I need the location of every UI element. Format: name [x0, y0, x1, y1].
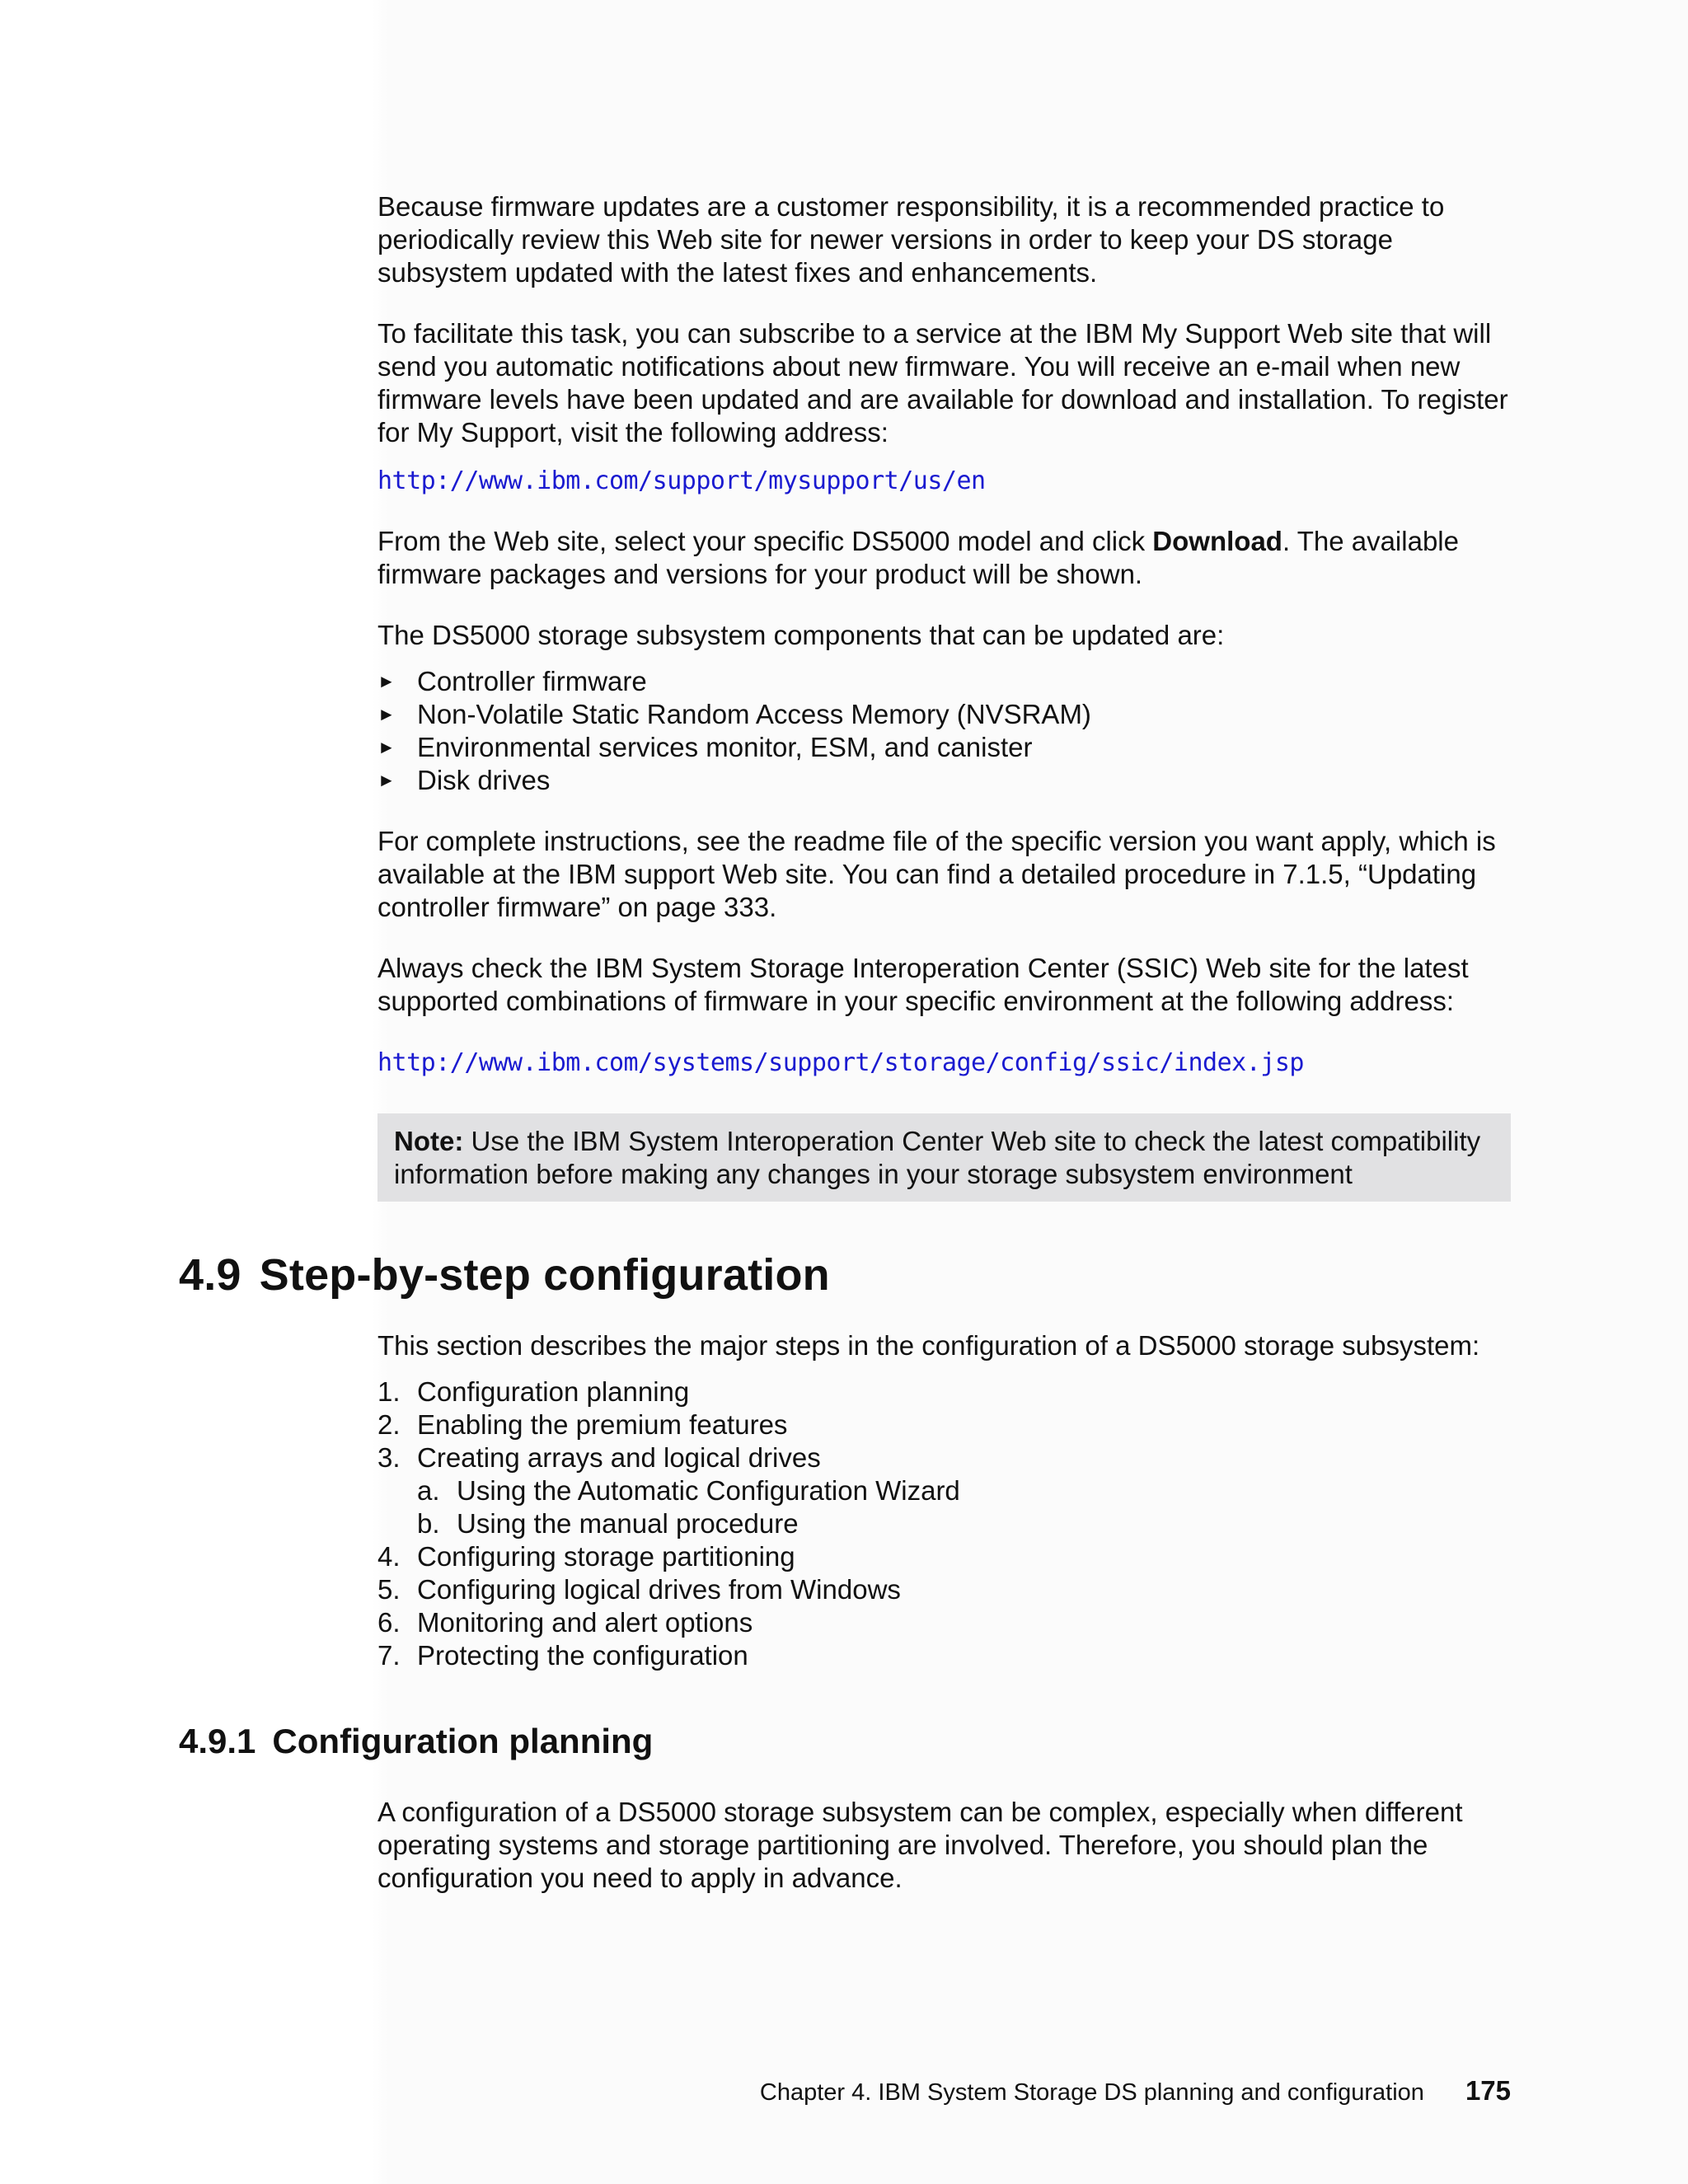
- steps-list: [377, 1376, 1511, 1672]
- paragraph-text: This section describes the major steps in the configuration of a DS5000 storage subsystem:: [377, 1330, 1480, 1361]
- paragraph-text: A configuration of a DS5000 storage subsystem can be complex, especially when different operating systems and storage partitioning are involved. Therefore, you should plan the configuration you need to apply in advance.: [377, 1797, 1463, 1893]
- paragraph-download: [377, 525, 1511, 591]
- bullet-list: [377, 665, 1511, 797]
- step-text: Protecting the configuration: [417, 1640, 748, 1671]
- paragraph-my-support: [377, 317, 1511, 449]
- page-footer: [760, 2076, 1511, 2107]
- paragraph-text: The DS5000 storage subsystem components that can be updated are:: [377, 620, 1225, 650]
- list-item-text: Non-Volatile Static Random Access Memory (NVSRAM): [417, 699, 1091, 729]
- download-emphasis: Download: [1152, 526, 1282, 556]
- list-item: [377, 1441, 1511, 1540]
- paragraph-text: Because firmware updates are a customer responsibility, it is a recommended practice to periodically review this Web site for newer versions in order to keep your DS storage subsystem updated with the latest fixes and enhancements.: [377, 191, 1445, 288]
- step-text: Monitoring and alert options: [417, 1607, 753, 1638]
- ssic-url: [377, 1047, 1511, 1080]
- section-intro: [377, 1329, 1511, 1362]
- subsection-paragraph: [377, 1796, 1511, 1895]
- list-item-text: Environmental services monitor, ESM, and canister: [417, 732, 1033, 762]
- components-list: [377, 665, 1511, 797]
- note-text: [394, 1125, 1494, 1191]
- sub-list: [377, 1474, 1511, 1540]
- step-number: 2.: [377, 1409, 401, 1440]
- paragraph-text-part: From the Web site, select your specific DS5000 model and click: [377, 526, 1153, 556]
- list-item-text: Disk drives: [417, 765, 551, 795]
- bullet-icon: ►: [377, 737, 396, 757]
- chapter-title: Chapter 4. IBM System Storage DS planning and configuration: [759, 2079, 1424, 2106]
- note-label: Note:: [394, 1126, 464, 1156]
- page-number: 175: [1465, 2075, 1511, 2106]
- list-item: [377, 1639, 1511, 1672]
- paragraph-firmware-responsibility: [377, 190, 1511, 289]
- list-item: [377, 1408, 1511, 1441]
- step-text: Creating arrays and logical drives: [417, 1442, 821, 1473]
- sub-step-letter: a.: [417, 1475, 440, 1506]
- step-number: 6.: [377, 1607, 401, 1638]
- url-link[interactable]: http://www.ibm.com/support/mysupport/us/en: [377, 466, 986, 495]
- sub-step-text: Using the Automatic Configuration Wizard: [457, 1475, 960, 1506]
- step-number: 1.: [377, 1376, 401, 1407]
- step-number: 3.: [377, 1442, 401, 1473]
- list-item: [377, 731, 1511, 764]
- list-item: [377, 1376, 1511, 1408]
- list-item: [377, 665, 1511, 698]
- section-title: Step-by-step configuration: [259, 1250, 830, 1300]
- list-item: [377, 1573, 1511, 1606]
- list-item: [377, 764, 1511, 797]
- sub-step-letter: b.: [417, 1508, 440, 1539]
- list-item: [377, 698, 1511, 731]
- paragraph-text-part: . The available firmware packages and versions for your product will be shown.: [377, 526, 1459, 589]
- bullet-icon: ►: [377, 671, 396, 691]
- sub-list-item: [377, 1474, 1511, 1507]
- list-item: [377, 1540, 1511, 1573]
- step-text: Enabling the premium features: [417, 1409, 788, 1440]
- list-item: [377, 1606, 1511, 1639]
- subsection-title: Configuration planning: [272, 1722, 654, 1760]
- note-box: [377, 1113, 1511, 1202]
- step-number: 7.: [377, 1640, 401, 1671]
- section-number: 4.9: [179, 1250, 241, 1300]
- list-item-text: Controller firmware: [417, 666, 647, 696]
- step-text: Configuring storage partitioning: [417, 1541, 795, 1572]
- paragraph-ssic: [377, 952, 1511, 1018]
- sub-step-text: Using the manual procedure: [457, 1508, 799, 1539]
- url-link[interactable]: http://www.ibm.com/systems/support/storage/config/ssic/index.jsp: [377, 1048, 1304, 1077]
- paragraph-text: For complete instructions, see the readme file of the specific version you want apply, which is available at the IBM support Web site. You can find a detailed procedure in 7.1.5, “Updating controller firmware” on page 333.: [377, 826, 1496, 922]
- my-support-url: [377, 465, 1511, 498]
- step-text: Configuring logical drives from Windows: [417, 1574, 901, 1605]
- bullet-icon: ►: [377, 770, 396, 790]
- paragraph-text: To facilitate this task, you can subscribe to a service at the IBM My Support Web site that will send you automatic notifications about new firmware. You will receive an e-mail when new firmware levels have been updated and are available for download and installation. To register for My Support, visit the following address:: [377, 318, 1508, 448]
- numbered-list: [377, 1376, 1511, 1672]
- sub-list-item: [377, 1507, 1511, 1540]
- step-text: Configuration planning: [417, 1376, 690, 1407]
- paragraph-text: Always check the IBM System Storage Interoperation Center (SSIC) Web site for the latest supported combinations of firmware in your specific environment at the following address:: [377, 953, 1469, 1016]
- subsection-heading: [179, 1721, 653, 1762]
- step-number: 4.: [377, 1541, 401, 1572]
- section-heading: [179, 1249, 830, 1301]
- bullet-icon: ►: [377, 704, 396, 724]
- note-body: Use the IBM System Interoperation Center Web site to check the latest compatibility information before making any changes in your storage subsystem environment: [394, 1126, 1481, 1189]
- step-number: 5.: [377, 1574, 401, 1605]
- paragraph-text: [377, 525, 1511, 591]
- paragraph-components-intro: [377, 619, 1511, 652]
- paragraph-instructions: [377, 825, 1511, 924]
- subsection-number: 4.9.1: [179, 1722, 256, 1760]
